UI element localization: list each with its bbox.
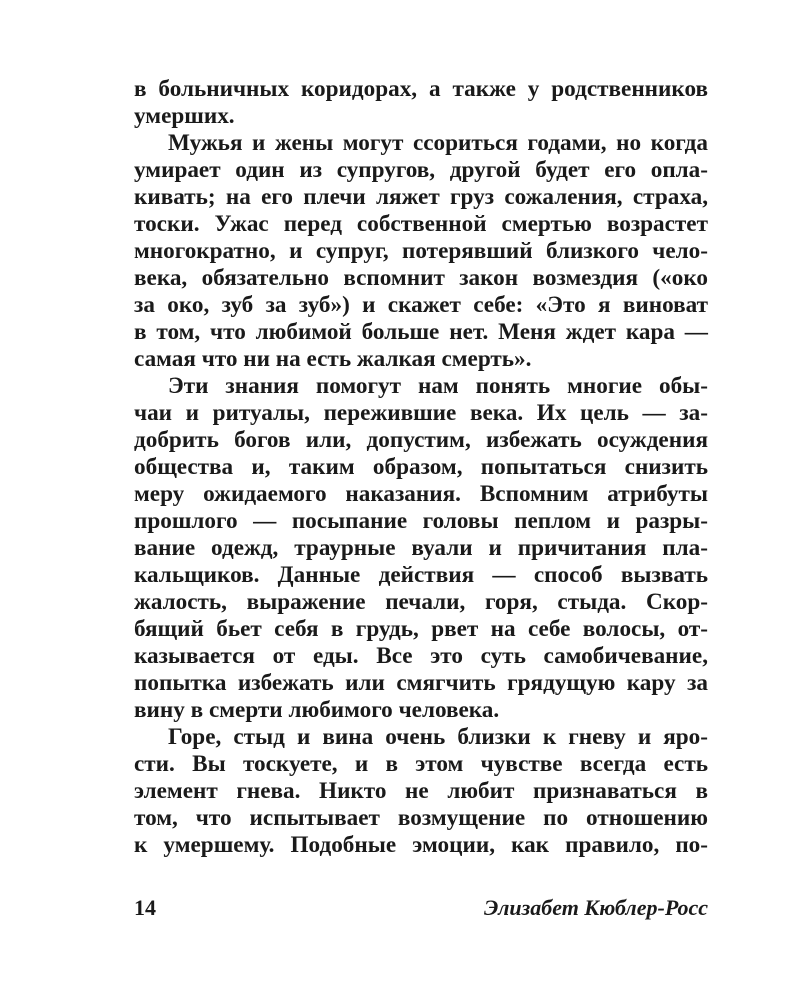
text-line: к умершему. Подобные эмоции, как правило, по- — [134, 832, 708, 858]
text-line: кальщиков. Данные действия — способ вызвать — [134, 562, 708, 588]
text-line: Мужья и жены могут ссориться годами, но когда — [168, 130, 708, 156]
text-line: умирает один из супругов, другой будет его опла- — [134, 157, 708, 183]
text-line: кивать; на его плечи ляжет груз сожаления, страха, — [134, 184, 708, 210]
text-line: казывается от еды. Все это суть самобичевание, — [134, 643, 708, 669]
text-line: в том, что любимой больше нет. Меня ждет кара — — [134, 319, 708, 345]
text-line: чаи и ритуалы, пережившие века. Их цель — за- — [134, 400, 708, 426]
text-line: вину в смерти любимого человека. — [134, 697, 500, 723]
paragraph — [134, 724, 708, 859]
text-line: самая что ни на есть жалкая смерть». — [134, 346, 532, 372]
text-line: прошлого — посыпание головы пеплом и разры- — [134, 508, 708, 534]
text-line: умерших. — [134, 103, 235, 129]
text-line: том, что испытывает возмущение по отношению — [134, 805, 708, 831]
paragraph — [134, 130, 708, 373]
text-line: века, обязательно вспомнит закон возмездия («око — [134, 265, 708, 291]
page-footer — [134, 895, 708, 925]
text-line: жалость, выражение печали, горя, стыда. Скор- — [134, 589, 708, 615]
text-line: тоски. Ужас перед собственной смертью возрастет — [134, 211, 708, 237]
text-line: Горе, стыд и вина очень близки к гневу и яро- — [168, 724, 708, 750]
text-line: добрить богов или, допустим, избежать осуждения — [134, 427, 708, 453]
text-line: сти. Вы тоскуете, и в этом чувстве всегда есть — [134, 751, 708, 777]
paragraph — [134, 373, 708, 724]
running-author: Элизабет Кюблер-Росс — [483, 895, 708, 920]
paragraph — [134, 76, 708, 130]
text-line: элемент гнева. Никто не любит признаваться в — [134, 778, 708, 804]
text-line: общества и, таким образом, попытаться снизить — [134, 454, 708, 480]
text-line: меру ожидаемого наказания. Вспомним атрибуты — [134, 481, 708, 507]
text-line: вание одежд, траурные вуали и причитания пла- — [134, 535, 708, 561]
text-line: попытка избежать или смягчить грядущую кару за — [134, 670, 708, 696]
text-line: в больничных коридорах, а также у родственников — [134, 76, 708, 102]
page-number: 14 — [134, 895, 156, 920]
text-line: бящий бьет себя в грудь, рвет на себе волосы, от- — [134, 616, 708, 642]
text-line: многократно, и супруг, потерявший близкого чело- — [134, 238, 708, 264]
text-line: Эти знания помогут нам понять многие обы- — [168, 373, 708, 399]
text-line: за око, зуб за зуб») и скажет себе: «Это я виноват — [134, 292, 708, 318]
body-text — [134, 76, 708, 859]
